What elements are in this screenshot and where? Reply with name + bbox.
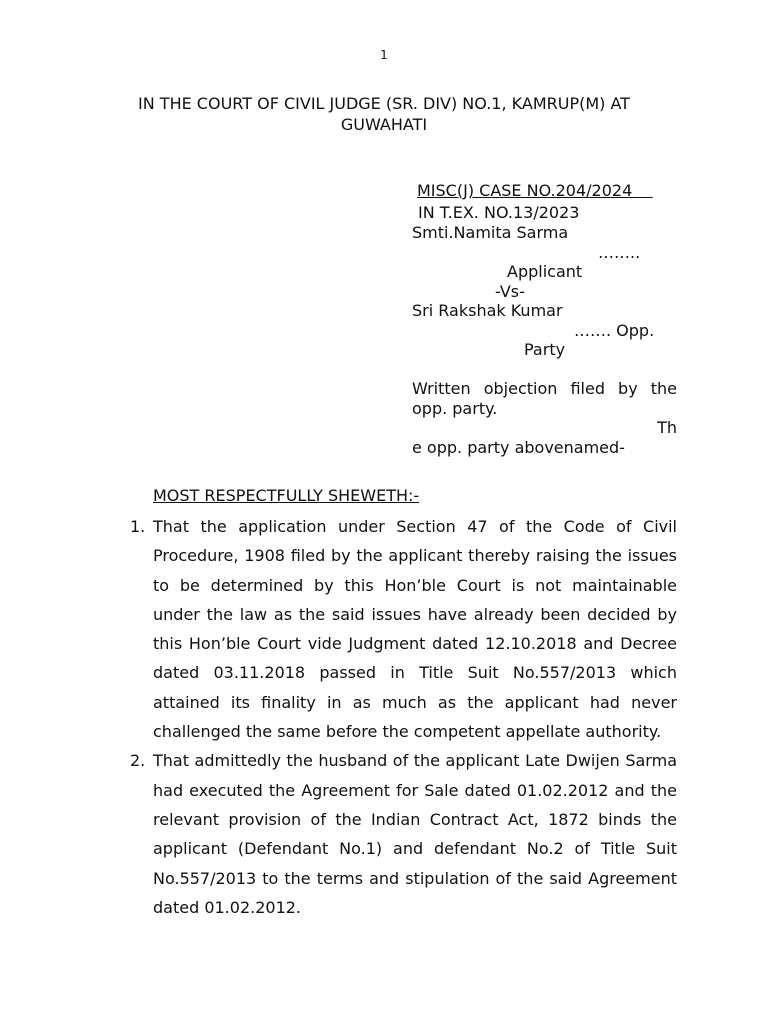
applicant-name: Smti.Namita Sarma (412, 223, 569, 242)
opp-party-dots: ……. Opp. (574, 320, 655, 340)
objection-title (412, 379, 677, 457)
objection-line-1: Written objection filed by the (412, 379, 677, 398)
court-title (100, 93, 668, 135)
court-title-line-2: GUWAHATI (340, 115, 428, 134)
paragraph-number: 2. (130, 751, 146, 771)
opp-party-label: Party (524, 340, 566, 359)
court-title-line-1: IN THE COURT OF CIVIL JUDGE (SR. DIV) NO.1, KAMRUP(M) AT (138, 94, 630, 113)
paragraph-text: That admittedly the husband of the applicant Late Dwijen Sarma had executed the Agreement for Sale dated 01.02.2012 and the relevant provision of the Indian Contract Act, 1872 binds the applicant (Defendant No.1) and defendant No.2 of Title Suit No.557/2013 to the terms and stipulation of the said Agreement dated 01.02.2012. (153, 751, 677, 917)
paragraph-number: 1. (130, 517, 146, 536)
misc-case-number: MISC(J) CASE NO.204/2024 (417, 181, 653, 200)
objection-line-2: opp. party. (412, 398, 498, 418)
paragraph-list (120, 512, 677, 922)
applicant-label: Applicant (507, 262, 583, 281)
objection-line-4: e opp. party abovenamed- (412, 437, 625, 457)
paragraph-text: That the application under Section 47 of the Code of Civil Procedure, 1908 filed by the applicant thereby raising the issues to be determined by this Hon’ble Court is not maintainable under the law as the said issues have already been decided by this Hon’ble Court vide Judgment dated 12.10.2018 and Decree dated 03.11.2018 passed in Title Suit No.557/2013 which attained its finality in as much as the applicant had never challenged the same before the competent appellate authority. (153, 517, 677, 742)
opp-party-name: Sri Rakshak Kumar (412, 301, 563, 320)
versus-label: -Vs- (495, 281, 525, 301)
paragraph-item (120, 746, 677, 922)
paragraph-item (120, 512, 677, 746)
execution-case-number: IN T.EX. NO.13/2023 (418, 203, 580, 222)
objection-line-3: Th (657, 418, 677, 437)
applicant-dots: …….. (598, 242, 641, 262)
page-number: 1 (380, 48, 388, 62)
sheweth-heading: MOST RESPECTFULLY SHEWETH:- (153, 486, 420, 505)
parties-block (412, 223, 677, 360)
